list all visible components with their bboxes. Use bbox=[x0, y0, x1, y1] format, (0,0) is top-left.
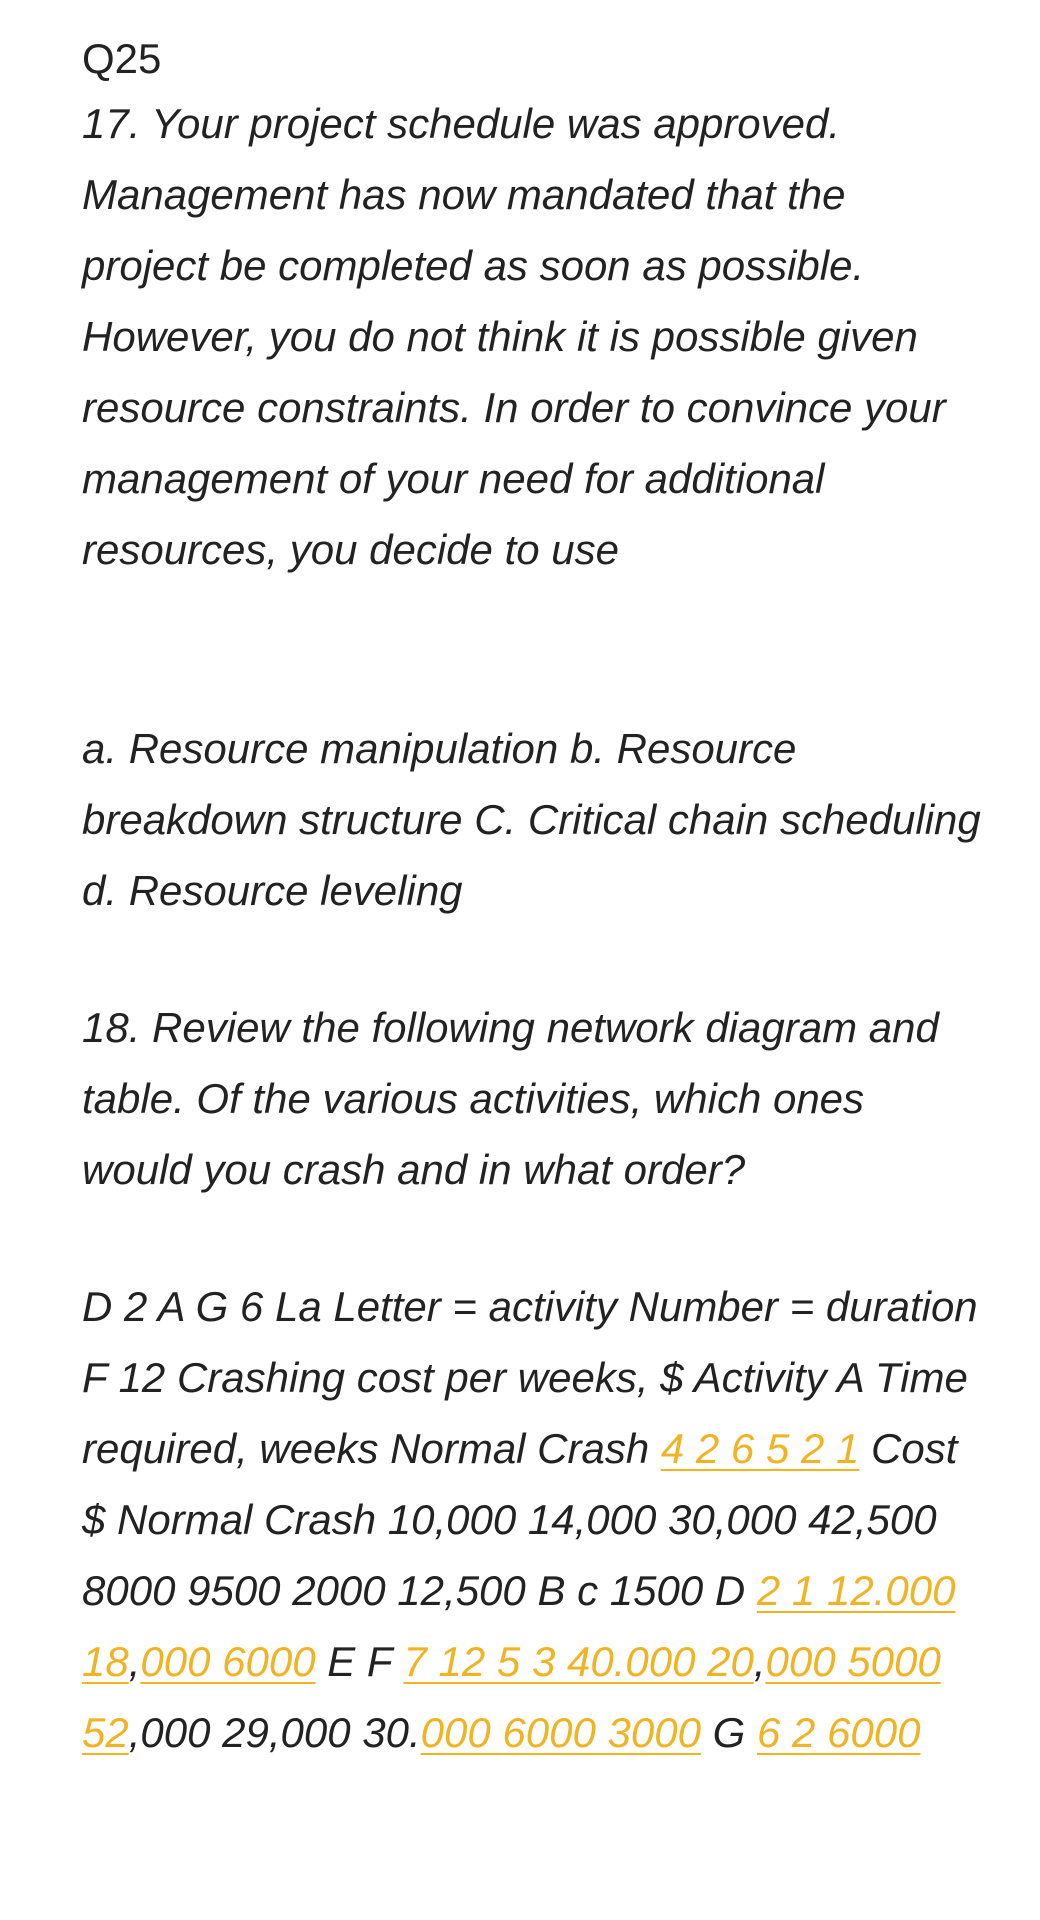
data-text-segment: , bbox=[753, 1638, 766, 1685]
data-text-segment: , bbox=[128, 1638, 141, 1685]
data-text-segment: Cost $ Normal Crash 10,000 14,000 30,000 42,500 8000 9500 2000 12,500 B c 1500 D bbox=[82, 1425, 958, 1614]
data-text-segment: ,000 29,000 30. bbox=[128, 1709, 421, 1756]
data-text-segment: G bbox=[700, 1709, 757, 1756]
data-link[interactable]: 6 2 6000 bbox=[756, 1709, 921, 1756]
data-text-segment: E F bbox=[315, 1638, 404, 1685]
activity-data-text bbox=[82, 1271, 982, 1768]
question-id: Q25 bbox=[82, 35, 162, 82]
data-link[interactable]: 000 6000 bbox=[140, 1638, 316, 1685]
data-text-segment: D 2 A G 6 La Letter = activity Number = duration F 12 Crashing cost per weeks, $ Activity A Time required, weeks Normal Crash bbox=[82, 1283, 978, 1472]
document-page bbox=[82, 30, 982, 1768]
data-link[interactable]: 000 5000 52 bbox=[82, 1638, 941, 1756]
data-link[interactable]: 7 12 5 3 40.000 20 bbox=[403, 1638, 754, 1685]
data-link[interactable]: 2 1 12.000 18 bbox=[82, 1567, 956, 1685]
question-18-text: 18. Review the following network diagram and table. Of the various activities, which ones would you crash and in what order? bbox=[82, 1004, 939, 1193]
question-17-options: a. Resource manipulation b. Resource breakdown structure C. Critical chain scheduling d. Resource leveling bbox=[82, 725, 981, 914]
data-link[interactable]: 000 6000 3000 bbox=[420, 1709, 701, 1756]
question-17-text: 17. Your project schedule was approved. Management has now mandated that the project be completed as soon as possible. However, you do not think it is possible given resource constraints. In order to convince your management of your need for additional resources, you decide to use bbox=[82, 100, 946, 573]
data-link[interactable]: 4 2 6 5 2 1 bbox=[660, 1425, 860, 1472]
